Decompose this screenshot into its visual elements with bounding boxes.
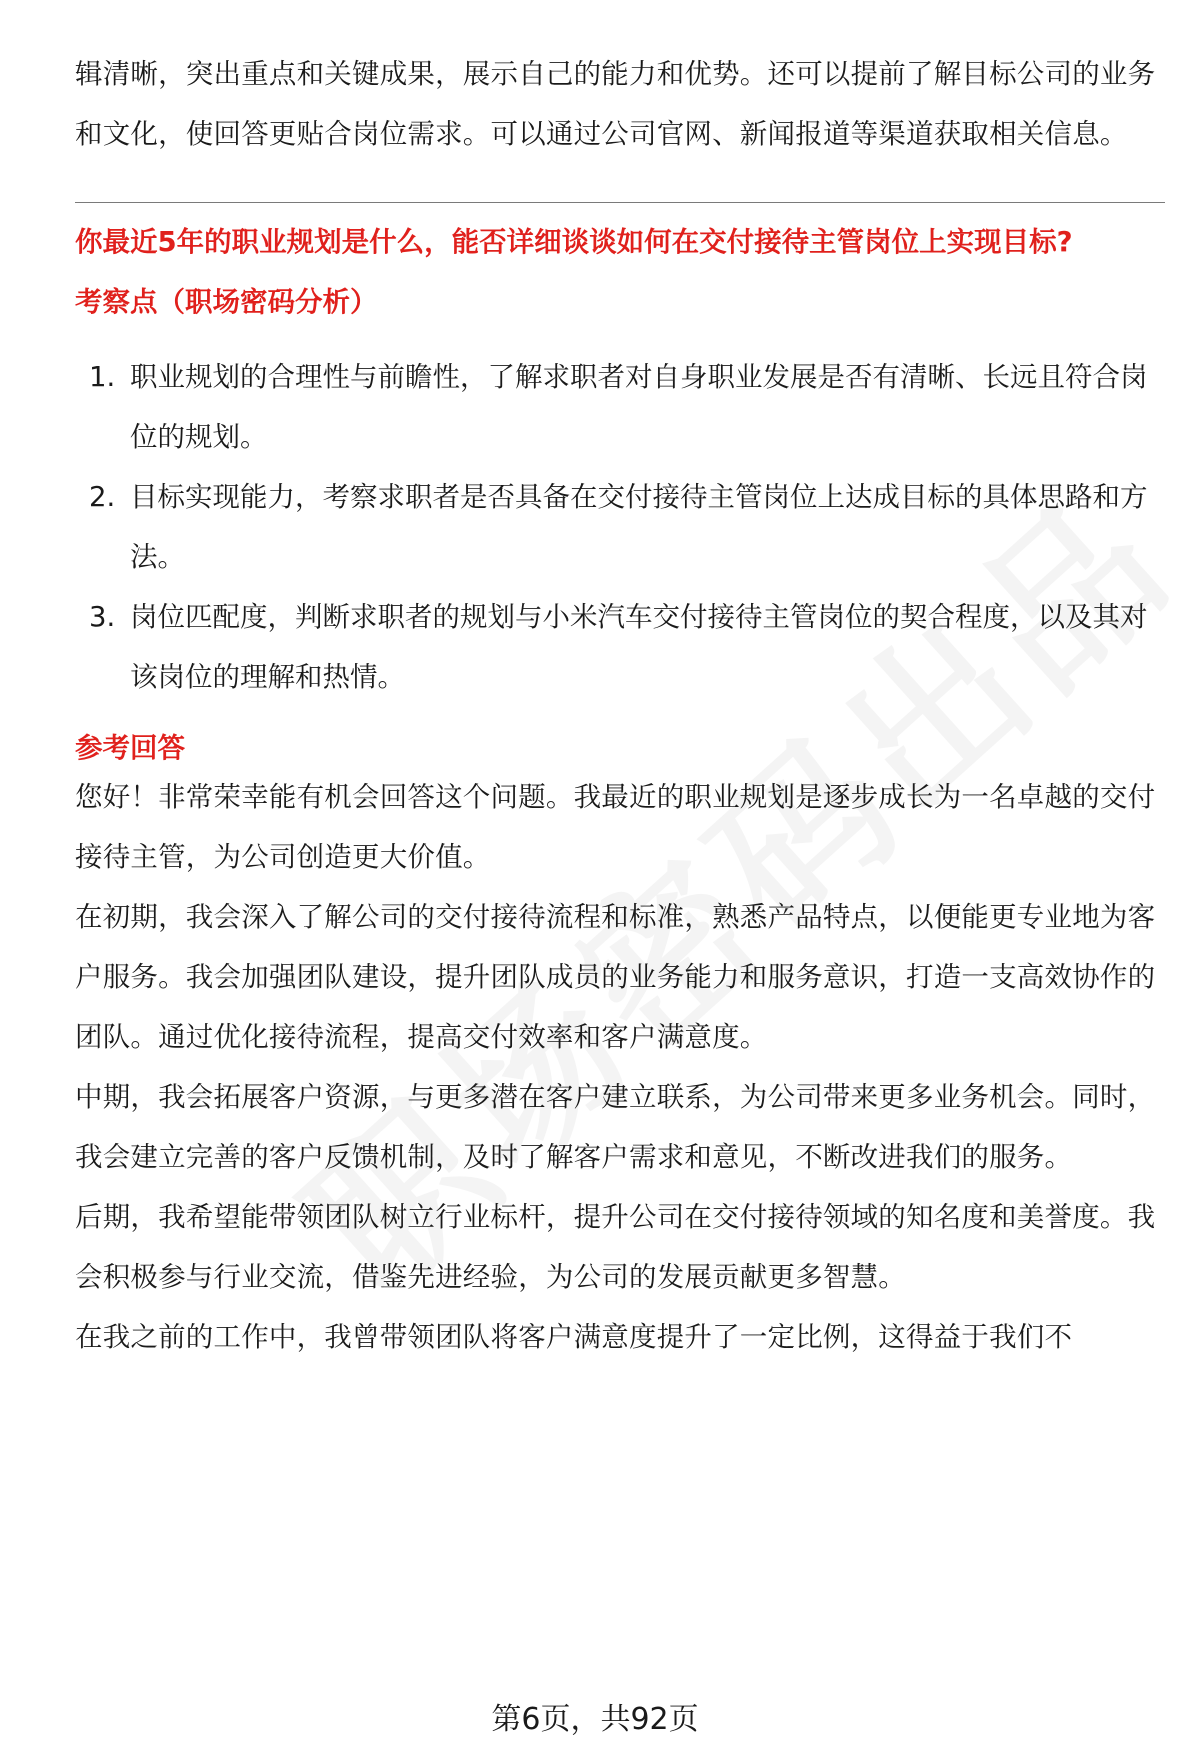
assessment-item bbox=[75, 587, 1165, 707]
answer-paragraph: 在我之前的工作中，我曾带领团队将客户满意度提升了一定比例，这得益于我们不 bbox=[75, 1321, 1073, 1353]
item-number: 1. bbox=[89, 361, 116, 393]
item-number: 2. bbox=[89, 481, 116, 513]
page-content bbox=[75, 44, 1165, 1367]
answer-paragraph: 在初期，我会深入了解公司的交付接待流程和标准，熟悉产品特点，以便能更专业地为客户服务。我会加强团队建设，提升团队成员的业务能力和服务意识，打造一支高效协作的团队。通过优化接待流程，提高交付效率和客户满意度。 bbox=[75, 901, 1156, 1053]
assessment-list bbox=[75, 347, 1165, 707]
intro-paragraph: 辑清晰，突出重点和关键成果，展示自己的能力和优势。还可以提前了解目标公司的业务和文化，使回答更贴合岗位需求。可以通过公司官网、新闻报道等渠道获取相关信息。 bbox=[75, 58, 1156, 150]
answer-paragraph: 后期，我希望能带领团队树立行业标杆，提升公司在交付接待领域的知名度和美誉度。我会积极参与行业交流，借鉴先进经验，为公司的发展贡献更多智慧。 bbox=[75, 1201, 1156, 1293]
item-text: 职业规划的合理性与前瞻性，了解求职者对自身职业发展是否有清晰、长远且符合岗位的规划。 bbox=[130, 361, 1148, 453]
question-heading: 你最近5年的职业规划是什么，能否详细谈谈如何在交付接待主管岗位上实现目标? bbox=[75, 226, 1073, 258]
item-text: 目标实现能力，考察求职者是否具备在交付接待主管岗位上达成目标的具体思路和方法。 bbox=[130, 481, 1148, 573]
item-number: 3. bbox=[89, 601, 116, 633]
answer-heading: 参考回答 bbox=[75, 732, 185, 764]
answer-paragraph: 中期，我会拓展客户资源，与更多潜在客户建立联系，为公司带来更多业务机会。同时，我会建立完善的客户反馈机制，及时了解客户需求和意见，不断改进我们的服务。 bbox=[75, 1081, 1156, 1173]
assessment-item bbox=[75, 467, 1165, 587]
page-number: 第6页，共92页 bbox=[491, 1702, 699, 1737]
answer-paragraph: 您好！非常荣幸能有机会回答这个问题。我最近的职业规划是逐步成长为一名卓越的交付接待主管，为公司创造更大价值。 bbox=[75, 781, 1156, 873]
assessment-item bbox=[75, 347, 1165, 467]
item-text: 岗位匹配度，判断求职者的规划与小米汽车交付接待主管岗位的契合程度，以及其对该岗位的理解和热情。 bbox=[130, 601, 1148, 693]
assessment-heading: 考察点（职场密码分析） bbox=[75, 286, 378, 318]
section-divider bbox=[75, 202, 1165, 203]
